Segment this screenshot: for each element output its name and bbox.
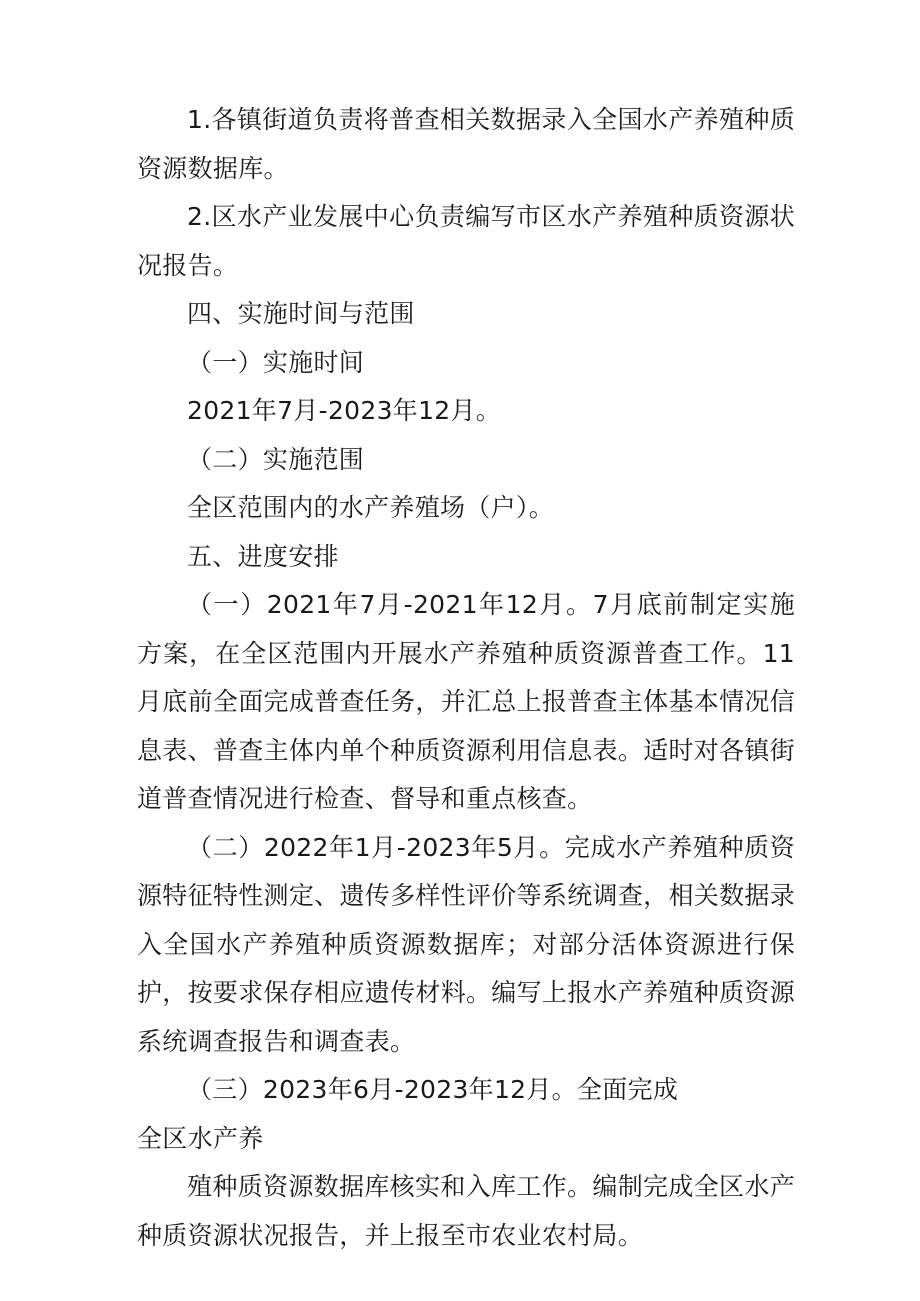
- paragraph-implementation-scope: 全区范围内的水产养殖场（户）。: [187, 493, 555, 522]
- paragraph-schedule-phase-1: （一）2021年7月-2021年12月。7月底前制定实施方案，在全区范围内开展水产养殖种质资源普查工作。11月底前全面完成普查任务，并汇总上报普查主体基本情况信息表、普查主体内单个种质资源利用信息表。适时对各镇街道普查情况进行检查、督导和重点核查。: [137, 590, 795, 813]
- subheading-implementation-scope: （二）实施范围: [187, 444, 365, 474]
- document-body: [137, 96, 795, 1260]
- paragraph-implementation-time: 2021年7月-2023年12月。: [187, 396, 502, 425]
- subheading-implementation-time: （一）实施时间: [187, 347, 365, 377]
- section-heading-schedule: 五、进度安排: [187, 541, 339, 571]
- paragraph-report-writing: 2.区水产业发展中心负责编写市区水产养殖种质资源状况报告。: [137, 202, 795, 280]
- paragraph-database-entry: 1.各镇街道负责将普查相关数据录入全国水产养殖种质资源数据库。: [137, 105, 795, 183]
- paragraph-schedule-phase-3-start: （三）2023年6月-2023年12月。全面完成全区水产养: [137, 1075, 679, 1153]
- section-heading-implementation: 四、实施时间与范围: [187, 299, 415, 328]
- paragraph-schedule-phase-3-continued: 殖种质资源数据库核实和入库工作。编制完成全区水产种质资源状况报告，并上报至市农业农村局。: [137, 1172, 795, 1250]
- paragraph-schedule-phase-2: （二）2022年1月-2023年5月。完成水产养殖种质资源特征特性测定、遗传多样性评价等系统调查，相关数据录入全国水产养殖种质资源数据库；对部分活体资源进行保护，按要求保存相应遗传材料。编写上报水产养殖种质资源系统调查报告和调查表。: [137, 832, 795, 1056]
